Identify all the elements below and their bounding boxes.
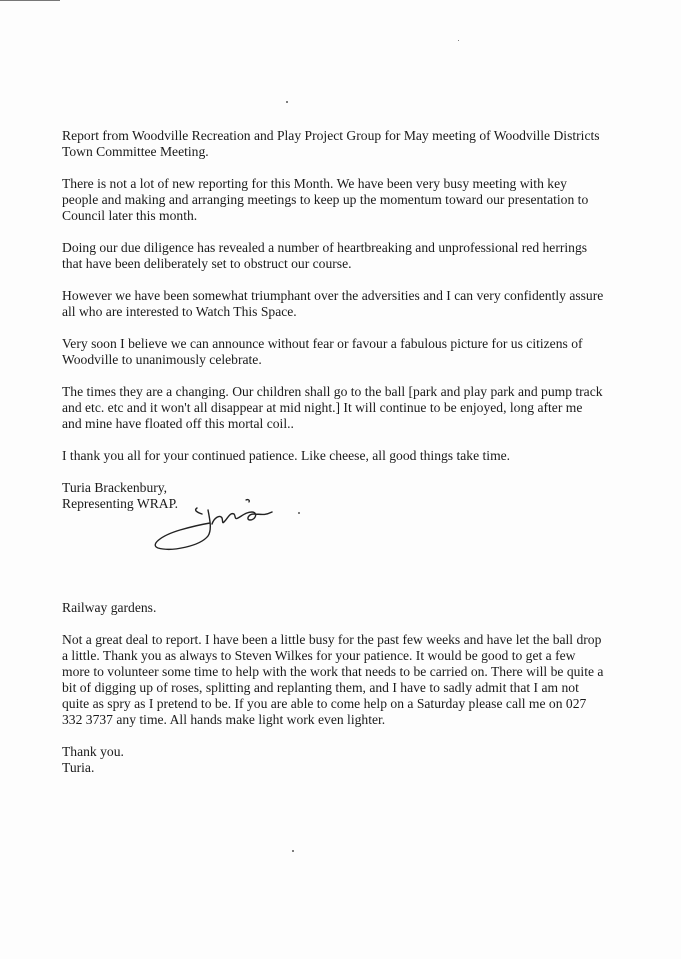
section-heading: Railway gardens.	[62, 600, 157, 615]
paragraph-line: 332 3737 any time. All hands make light work even lighter.	[62, 712, 386, 727]
report-paragraph	[62, 288, 622, 320]
handwritten-signature	[150, 490, 300, 560]
paragraph-line: all who are interested to Watch This Space.	[62, 304, 297, 319]
report-title	[62, 128, 622, 160]
paragraph-line: and mine have floated off this mortal coil..	[62, 416, 294, 431]
paragraph-line: Council later this month.	[62, 208, 198, 223]
paragraph-line: Not a great deal to report. I have been a little busy for the past few weeks and have let the ball drop	[62, 632, 602, 647]
paragraph-line: Very soon I believe we can announce without fear or favour a fabulous picture for us citizens of	[62, 336, 583, 351]
paragraph-line: bit of digging up of roses, splitting and replanting them, and I have to sadly admit that I am not	[62, 680, 579, 695]
paragraph-line: Woodville to unanimously celebrate.	[62, 352, 262, 367]
paragraph-line: and etc. etc and it won't all disappear at mid night.] It will continue to be enjoyed, long after me	[62, 400, 583, 415]
railway-gardens-section	[62, 600, 622, 776]
paragraph-line: that have been deliberately set to obstruct our course.	[62, 256, 352, 271]
paragraph-line: people and making and arranging meetings to keep up the momentum toward our presentation to	[62, 192, 589, 207]
report-title-line: Town Committee Meeting.	[62, 144, 209, 159]
signoff-role: Representing WRAP.	[62, 496, 179, 511]
paragraph-line: I thank you all for your continued patience. Like cheese, all good things take time.	[62, 448, 511, 463]
report-paragraph	[62, 240, 622, 272]
signoff-name: Turia Brackenbury,	[62, 480, 168, 495]
paragraph-line: However we have been somewhat triumphant over the adversities and I can very confidently assure	[62, 288, 604, 303]
report-paragraph	[62, 176, 622, 224]
paragraph-line: more to volunteer some time to help with the work that needs to be carried on. There will be quite a	[62, 664, 604, 679]
paragraph-line: quite as spry as I pretend to be. If you are able to come help on a Saturday please call me on 027	[62, 696, 587, 711]
paragraph-line: a little. Thank you as always to Steven Wilkes for your patience. It would be good to get a few	[62, 648, 576, 663]
scan-speck	[292, 850, 294, 852]
wrap-report	[62, 128, 622, 512]
paragraph-line: The times they are a changing. Our children shall go to the ball [park and play park and pump track	[62, 384, 603, 399]
paragraph-line: There is not a lot of new reporting for this Month. We have been very busy meeting with key	[62, 176, 567, 191]
report-paragraph	[62, 384, 622, 432]
closing-block	[62, 744, 622, 776]
paragraph-line: Doing our due diligence has revealed a number of heartbreaking and unprofessional red herrings	[62, 240, 588, 255]
railway-paragraph	[62, 632, 622, 728]
scan-edge-rule	[0, 0, 60, 1]
report-title-line: Report from Woodville Recreation and Play Project Group for May meeting of Woodville Districts	[62, 128, 600, 143]
scan-speck	[286, 101, 288, 103]
signoff-block	[62, 480, 622, 512]
report-paragraph	[62, 448, 622, 464]
closing-name: Turia.	[62, 760, 95, 775]
report-paragraph	[62, 336, 622, 368]
closing-text: Thank you.	[62, 744, 124, 759]
scan-speck	[458, 40, 459, 41]
